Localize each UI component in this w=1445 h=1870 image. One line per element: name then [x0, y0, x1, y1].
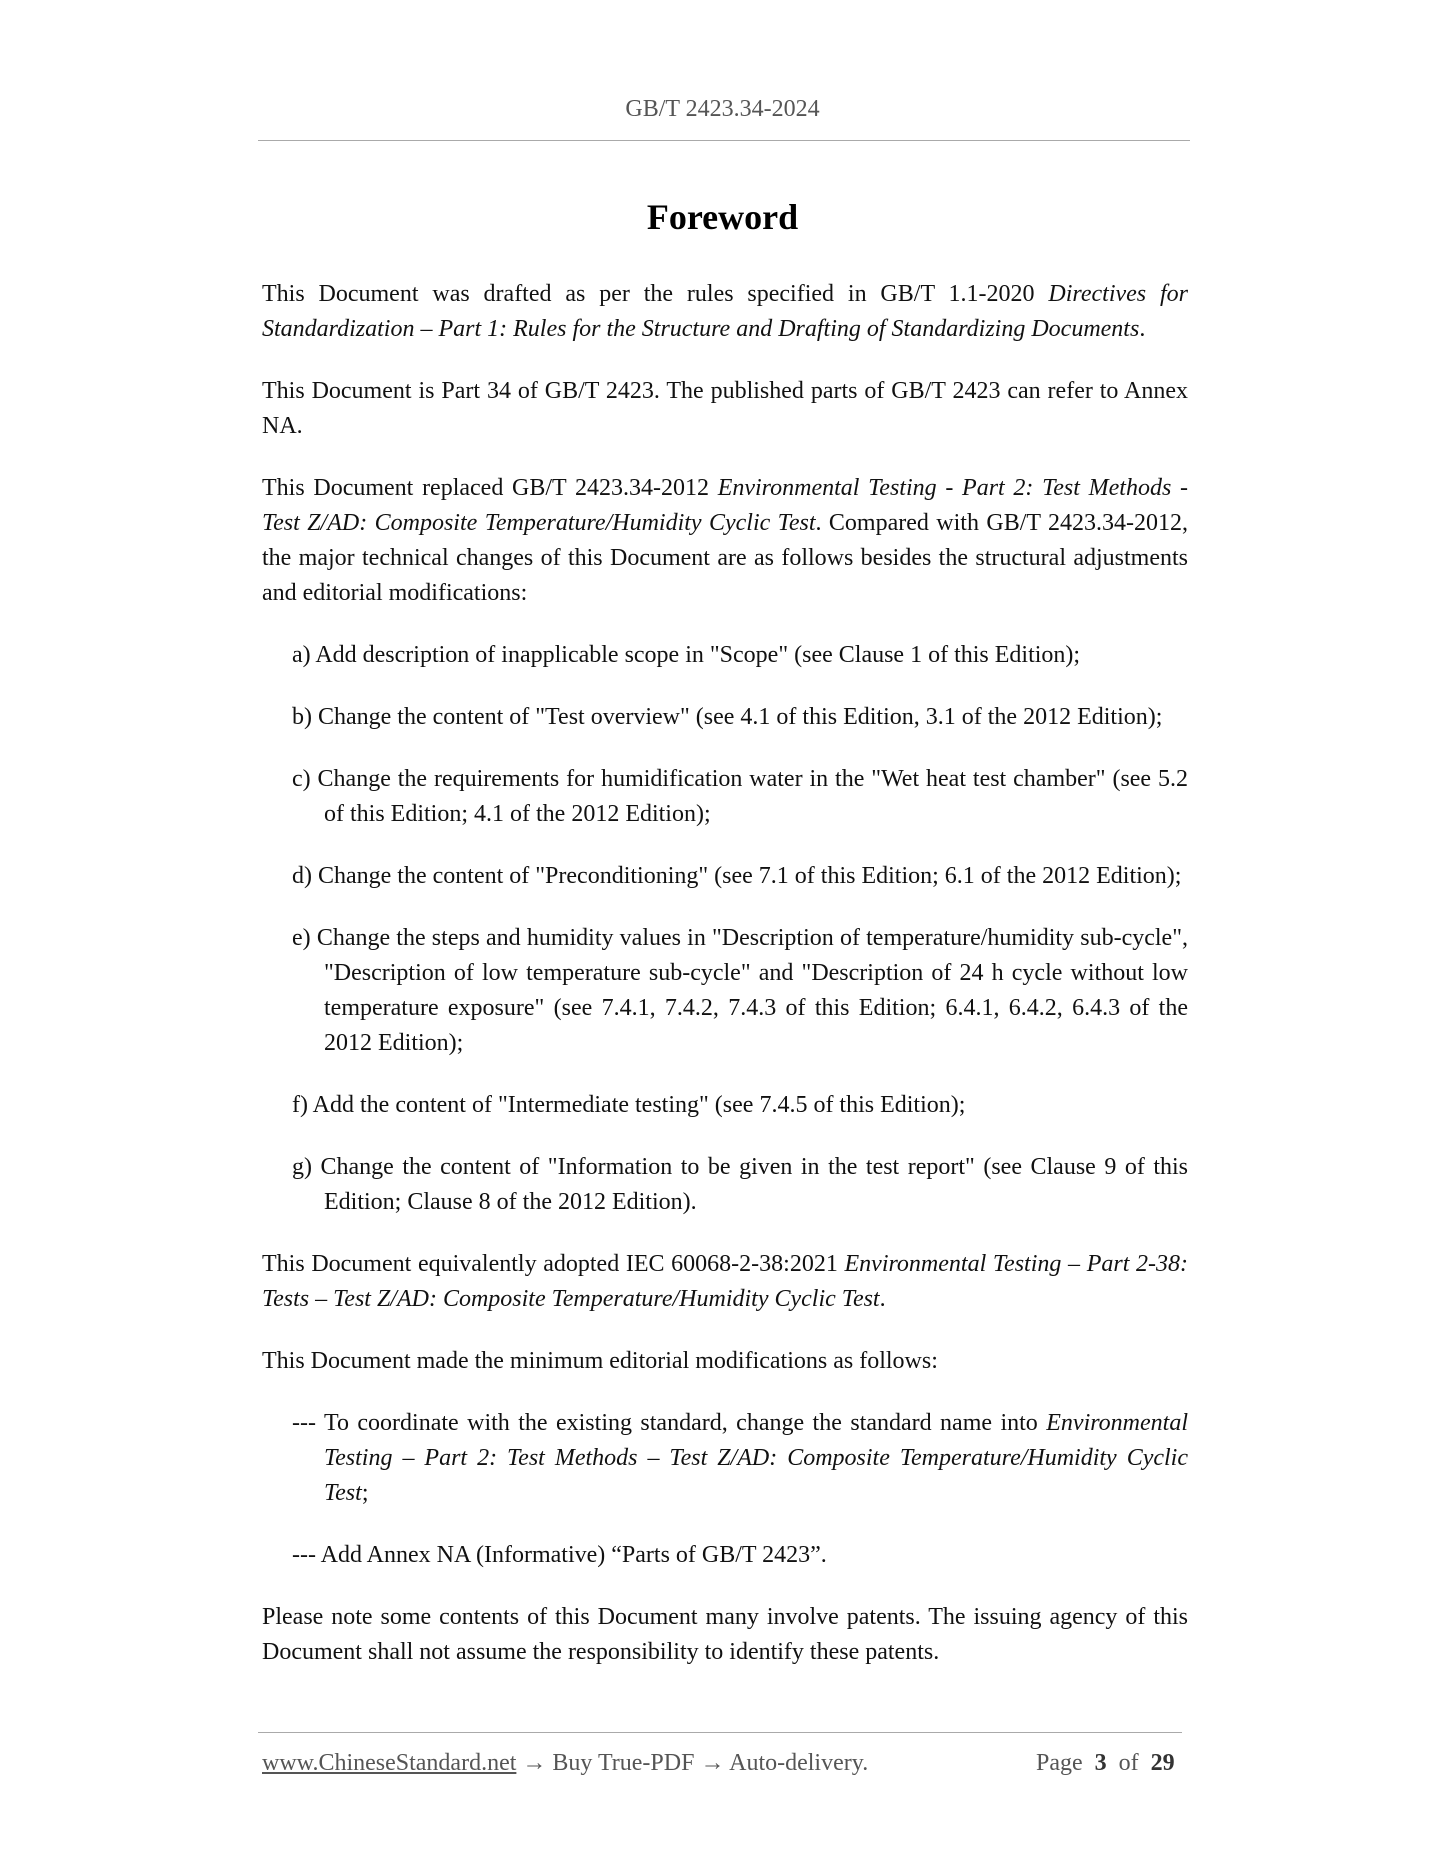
modification-item-1: --- To coordinate with the existing standard, change the standard name into Environmental Testing – Part 2: Test Methods – Test Z/AD: Composite Temperature/Humidity Cyclic Test;	[292, 1410, 1188, 1506]
header-divider	[258, 140, 1190, 141]
standard-title-italic: Environmental Testing – Part 2: Test Methods – Test Z/AD: Composite Temperature/Humidity Cyclic Test	[324, 1410, 1188, 1506]
current-page: 3	[1094, 1750, 1107, 1776]
change-item-c: c) Change the requirements for humidification water in the "Wet heat test chamber" (see 5.2 of this Edition; 4.1 of the 2012 Edition);	[292, 766, 1188, 827]
change-item-d: d) Change the content of "Preconditioning" (see 7.1 of this Edition; 6.1 of the 2012 Edition);	[292, 863, 1182, 889]
paragraph-patents: Please note some contents of this Document many involve patents. The issuing agency of this Document shall not assume the responsibility to identify these patents.	[262, 1604, 1188, 1665]
change-item-g: g) Change the content of "Information to be given in the test report" (see Clause 9 of this Edition; Clause 8 of the 2012 Edition).	[292, 1154, 1188, 1215]
change-item-b: b) Change the content of "Test overview" (see 4.1 of this Edition, 3.1 of the 2012 Edition);	[292, 704, 1163, 730]
footer-tagline: → Buy True-PDF → Auto-delivery.	[516, 1750, 869, 1776]
modification-item-2: --- Add Annex NA (Informative) “Parts of GB/T 2423”.	[292, 1542, 827, 1568]
change-item-a: a) Add description of inapplicable scope in "Scope" (see Clause 1 of this Edition);	[292, 642, 1081, 668]
paragraph-drafting-rules: This Document was drafted as per the rules specified in GB/T 1.1-2020 Directives for Standardization – Part 1: Rules for the Structure and Drafting of Standardizing Documents.	[262, 281, 1188, 342]
page-title: Foreword	[646, 197, 799, 237]
paragraph-part-info: This Document is Part 34 of GB/T 2423. The published parts of GB/T 2423 can refer to Annex NA.	[262, 378, 1188, 439]
footer-promo	[262, 1750, 868, 1777]
page-number: Page 3 of 29	[1036, 1750, 1175, 1776]
standard-title-italic: Environmental Testing – Part 2-38: Tests – Test Z/AD: Composite Temperature/Humidity Cyclic Test	[262, 1251, 1188, 1312]
change-item-e: e) Change the steps and humidity values in "Description of temperature/humidity sub-cycle", "Description of low temperature sub-cycle" and "Description of 24 h cycle without low temperature exposure" (see 7.4.1, 7.4.2, 7.4.3 of this Edition; 6.4.1, 6.4.2, 6.4.3 of the 2012 Edition);	[292, 925, 1188, 1056]
standard-title-italic: Environmental Testing - Part 2: Test Methods - Test Z/AD: Composite Temperature/Humidity Cyclic Test	[262, 475, 1189, 536]
website-link[interactable]: www.ChineseStandard.net	[262, 1750, 517, 1776]
change-item-f: f) Add the content of "Intermediate testing" (see 7.4.5 of this Edition);	[292, 1092, 966, 1118]
paragraph-adoption: This Document equivalently adopted IEC 60068-2-38:2021 Environmental Testing – Part 2-38: Tests – Test Z/AD: Composite Temperature/Humidity Cyclic Test.	[262, 1251, 1188, 1312]
footer-divider	[258, 1732, 1182, 1733]
paragraph-modifications-intro: This Document made the minimum editorial modifications as follows:	[262, 1348, 938, 1374]
total-pages: 29	[1150, 1750, 1175, 1776]
document-id-header: GB/T 2423.34-2024	[625, 96, 820, 122]
foreword-body	[262, 277, 1188, 1697]
standard-title-italic: Directives for Standardization – Part 1: Rules for the Structure and Drafting of Standardizing Documents	[262, 281, 1188, 342]
paragraph-replacement: This Document replaced GB/T 2423.34-2012 Environmental Testing - Part 2: Test Methods - Test Z/AD: Composite Temperature/Humidity Cyclic Test. Compared with GB/T 2423.34-2012, the major technical changes of this Document are as follows besides the structural adjustments and editorial modifications:	[262, 475, 1189, 606]
